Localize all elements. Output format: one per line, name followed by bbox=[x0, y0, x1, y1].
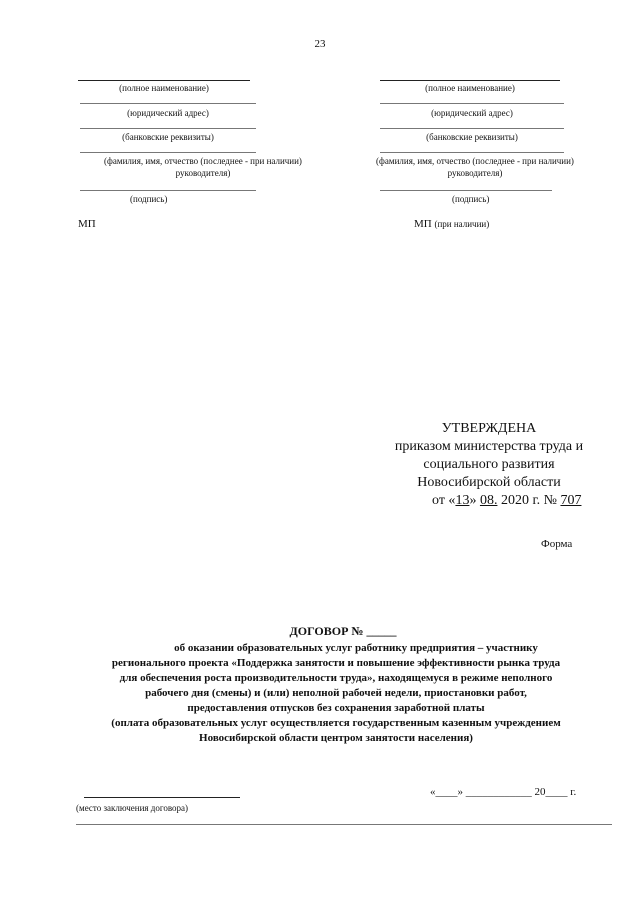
right-bank-line bbox=[380, 128, 564, 129]
left-head-caption-1: (фамилия, имя, отчество (последнее - при наличии) bbox=[104, 156, 302, 166]
right-signature-line bbox=[380, 190, 552, 191]
left-stamp: МП bbox=[78, 218, 96, 230]
approval-day: 13 bbox=[455, 493, 470, 508]
page-number: 23 bbox=[314, 38, 326, 50]
right-stamp-label: МП bbox=[414, 218, 432, 230]
approval-line-2: социального развития bbox=[423, 457, 555, 472]
left-full-name-caption: (полное наименование) bbox=[119, 83, 209, 93]
left-name-line bbox=[78, 80, 250, 81]
left-bank-line bbox=[80, 128, 256, 129]
left-head-caption-2: руководителя) bbox=[175, 168, 231, 178]
approval-number: 707 bbox=[560, 493, 582, 508]
left-address-line bbox=[80, 103, 256, 104]
form-label: Форма bbox=[541, 538, 573, 550]
contract-line-3: для обеспечения роста производительности труда», находящемуся в режиме неполного bbox=[119, 672, 553, 684]
approval-line-3: Новосибирской области bbox=[417, 475, 561, 490]
right-full-name-caption: (полное наименование) bbox=[425, 83, 515, 93]
right-address-caption: (юридический адрес) bbox=[431, 108, 513, 118]
right-head-caption-2: руководителя) bbox=[447, 168, 503, 178]
left-signature-caption: (подпись) bbox=[130, 194, 168, 204]
footer-divider bbox=[76, 824, 612, 825]
contract-line-2: регионального проекта «Поддержка занятости и повышение эффективности рынка труда bbox=[111, 657, 561, 669]
right-stamp-note: (при наличии) bbox=[434, 219, 490, 229]
contract-line-5: предоставления отпусков без сохранения заработной платы bbox=[187, 702, 485, 714]
contract-line-6: (оплата образовательных услуг осуществляется государственным казенным учреждением bbox=[111, 717, 561, 729]
approval-line-1: приказом министерства труда и bbox=[394, 439, 584, 454]
left-address-caption: (юридический адрес) bbox=[127, 108, 209, 118]
contract-line-4: рабочего дня (смены) и (или) неполной рабочей недели, приостановки работ, bbox=[145, 687, 527, 699]
approval-year: 2020 г. № bbox=[497, 493, 561, 508]
right-head-caption-1: (фамилия, имя, отчество (последнее - при наличии) bbox=[376, 156, 574, 166]
approval-date-prefix: от « bbox=[432, 493, 456, 508]
approval-date-mid: » bbox=[469, 493, 480, 508]
contract-subject bbox=[36, 641, 636, 746]
approval-date bbox=[432, 492, 581, 510]
right-stamp bbox=[414, 218, 489, 231]
contract-line-1: об оказании образовательных услуг работнику предприятия – участнику bbox=[174, 642, 538, 654]
right-address-line bbox=[380, 103, 564, 104]
left-head-line bbox=[80, 152, 256, 153]
place-caption: (место заключения договора) bbox=[76, 803, 189, 813]
approval-title: УТВЕРЖДЕНА bbox=[441, 421, 537, 436]
right-name-line bbox=[380, 80, 560, 81]
date-field: «____» ____________ 20____ г. bbox=[430, 786, 577, 798]
approval-month: 08. bbox=[479, 493, 498, 508]
contract-line-7: Новосибирской области центром занятости населения) bbox=[199, 732, 473, 744]
place-line bbox=[84, 797, 240, 798]
left-signature-line bbox=[80, 190, 256, 191]
right-signature-caption: (подпись) bbox=[452, 194, 490, 204]
right-head-line bbox=[380, 152, 564, 153]
contract-title: ДОГОВОР № _____ bbox=[289, 624, 397, 638]
right-bank-caption: (банковские реквизиты) bbox=[426, 132, 518, 142]
left-bank-caption: (банковские реквизиты) bbox=[122, 132, 214, 142]
